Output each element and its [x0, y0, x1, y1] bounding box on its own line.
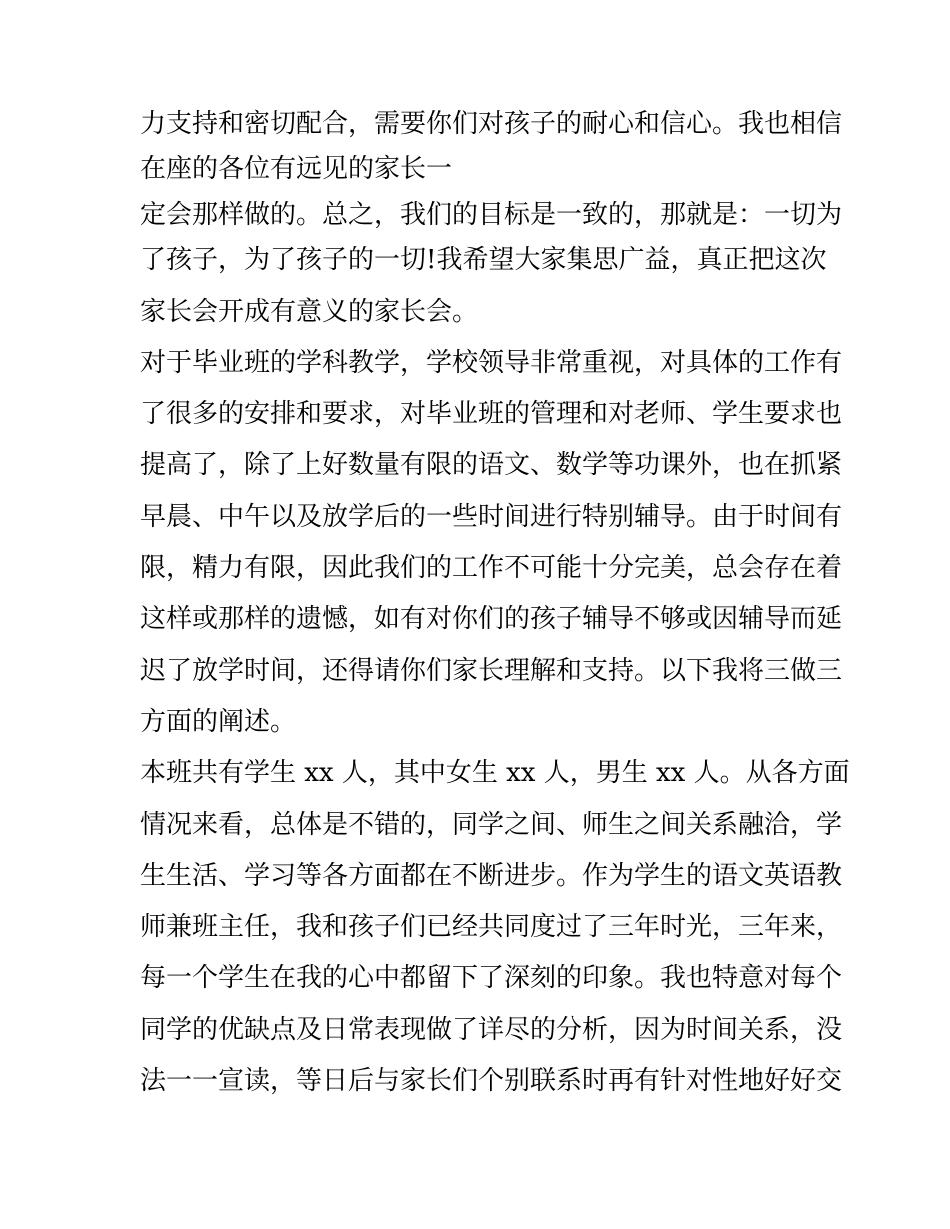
text-line: 法一一宣读，等日后与家长们个别联系时再有针对性地好好交 [140, 1066, 843, 1097]
text-line: 本班共有学生 xx 人，其中女生 xx 人，男生 xx 人。从各方面 [140, 758, 850, 789]
text-line: 早晨、中午以及放学后的一些时间进行特别辅导。由于时间有 [140, 501, 843, 532]
text-line: 限，精力有限，因此我们的工作不可能十分完美，总会存在着 [140, 553, 843, 584]
text-line: 对于毕业班的学科教学，学校领导非常重视，对具体的工作有 [140, 347, 843, 378]
text-line: 力支持和密切配合，需要你们对孩子的耐心和信心。我也相信 [140, 109, 843, 139]
text-line: 家长会开成有意义的家长会。 [140, 296, 479, 327]
text-line: 方面的阐述。 [140, 706, 297, 737]
text-line: 在座的各位有远见的家长一 [140, 154, 453, 184]
text-line: 迟了放学时间，还得请你们家长理解和支持。以下我将三做三 [140, 655, 843, 686]
text-line: 定会那样做的。总之，我们的目标是一致的，那就是：一切为 [140, 200, 843, 231]
text-line: 情况来看，总体是不错的，同学之间、师生之间关系融洽，学 [140, 809, 843, 840]
text-line: 同学的优缺点及日常表现做了详尽的分析，因为时间关系，没 [140, 1014, 843, 1045]
text-line: 师兼班主任，我和孩子们已经共同度过了三年时光，三年来， [140, 912, 843, 943]
text-line: 这样或那样的遗憾，如有对你们的孩子辅导不够或因辅导而延 [140, 604, 843, 635]
text-line: 了孩子，为了孩子的一切!我希望大家集思广益，真正把这次 [140, 245, 827, 276]
body-text [140, 104, 850, 1107]
text-line: 提高了，除了上好数量有限的语文、数学等功课外，也在抓紧 [140, 450, 843, 481]
text-line: 了很多的安排和要求，对毕业班的管理和对老师、学生要求也 [140, 399, 843, 430]
text-line: 生生活、学习等各方面都在不断进步。作为学生的语文英语教 [140, 860, 843, 891]
text-line: 每一个学生在我的心中都留下了深刻的印象。我也特意对每个 [140, 963, 843, 994]
